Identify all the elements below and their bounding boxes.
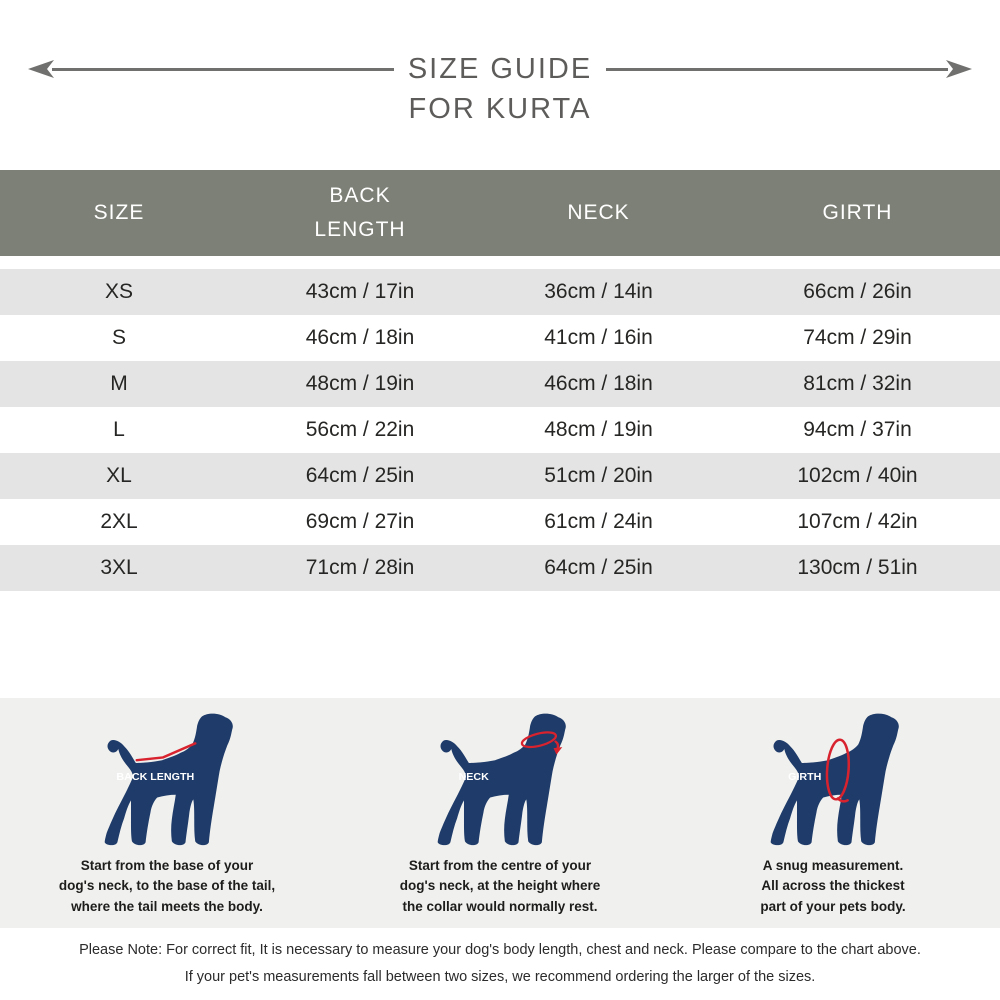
table-row <box>0 453 1000 499</box>
dog-neck-illustration <box>427 707 573 847</box>
cell-back-length: 71cm / 28in <box>305 556 415 579</box>
cell-neck: 61cm / 24in <box>544 510 653 533</box>
cell-neck: 64cm / 25in <box>544 556 653 579</box>
cell-back-length: 64cm / 25in <box>305 464 415 487</box>
size-table <box>0 170 1000 591</box>
cell-neck: 48cm / 19in <box>544 418 653 441</box>
cell-girth: 130cm / 51in <box>797 556 918 579</box>
cell-neck: 46cm / 18in <box>544 372 653 395</box>
left-arrow-icon <box>28 60 54 78</box>
guide-neck <box>334 698 667 928</box>
cell-girth: 102cm / 40in <box>797 464 918 487</box>
cell-girth: 81cm / 32in <box>803 372 912 395</box>
cell-size: S <box>111 326 126 349</box>
note-section <box>0 928 1000 998</box>
right-arrow-icon <box>946 60 972 78</box>
page-title: SIZE GUIDE <box>407 52 593 85</box>
dog-back-length-illustration <box>94 707 240 847</box>
dog-label-girth: GIRTH <box>788 771 822 783</box>
cell-neck: 51cm / 20in <box>544 464 653 487</box>
title-rule-right <box>606 68 948 71</box>
guide-caption: A snug measurement. All across the thickest part of your pets body. <box>760 858 906 914</box>
page-subtitle: FOR KURTA <box>408 93 592 125</box>
cell-girth: 66cm / 26in <box>803 280 912 303</box>
cell-back-length: 56cm / 22in <box>305 418 415 441</box>
table-row <box>0 407 1000 453</box>
title-row <box>0 50 1000 88</box>
col-header-girth: GIRTH <box>822 201 893 224</box>
cell-size: L <box>113 418 125 441</box>
table-row <box>0 545 1000 591</box>
title-section <box>0 0 1000 126</box>
table-row <box>0 361 1000 407</box>
cell-size: 3XL <box>100 556 138 579</box>
cell-neck: 36cm / 14in <box>544 280 653 303</box>
guide-caption: Start from the base of your dog's neck, to the base of the tail, where the tail meets the body. <box>58 858 276 914</box>
cell-size: 2XL <box>100 510 138 533</box>
table-header-row <box>0 170 1000 256</box>
cell-back-length: 69cm / 27in <box>305 510 415 533</box>
table-row <box>0 269 1000 315</box>
table-row <box>0 315 1000 361</box>
cell-girth: 74cm / 29in <box>803 326 912 349</box>
title-rule-left <box>52 68 394 71</box>
cell-size: XS <box>104 280 133 303</box>
dog-girth-illustration <box>760 707 906 847</box>
col-header-size: SIZE <box>93 201 145 224</box>
measurement-guides-panel <box>0 698 1000 928</box>
cell-size: XL <box>106 464 132 487</box>
cell-back-length: 43cm / 17in <box>305 280 415 303</box>
cell-neck: 41cm / 16in <box>544 326 653 349</box>
table-row <box>0 499 1000 545</box>
table-body <box>0 269 1000 591</box>
col-header-neck: NECK <box>567 201 630 224</box>
note-line-2: If your pet's measurements fall between two sizes, we recommend ordering the larger of the sizes. <box>184 968 816 985</box>
cell-girth: 107cm / 42in <box>797 510 918 533</box>
white-gap <box>0 591 1000 698</box>
cell-back-length: 48cm / 19in <box>305 372 415 395</box>
cell-size: M <box>110 372 128 395</box>
cell-back-length: 46cm / 18in <box>305 326 415 349</box>
cell-girth: 94cm / 37in <box>803 418 912 441</box>
dog-label-neck: NECK <box>458 771 489 783</box>
guide-caption: Start from the centre of your dog's neck, at the height where the collar would normally rest. <box>399 858 601 914</box>
col-header-back-length: BACK LENGTH <box>314 184 406 241</box>
guide-girth <box>667 698 1000 928</box>
guide-back-length <box>1 698 334 928</box>
dog-label-back-length: BACK LENGTH <box>116 771 195 783</box>
note-line-1: Please Note: For correct fit, It is necessary to measure your dog's body length, chest and neck. Please compare to the chart above. <box>79 942 921 958</box>
